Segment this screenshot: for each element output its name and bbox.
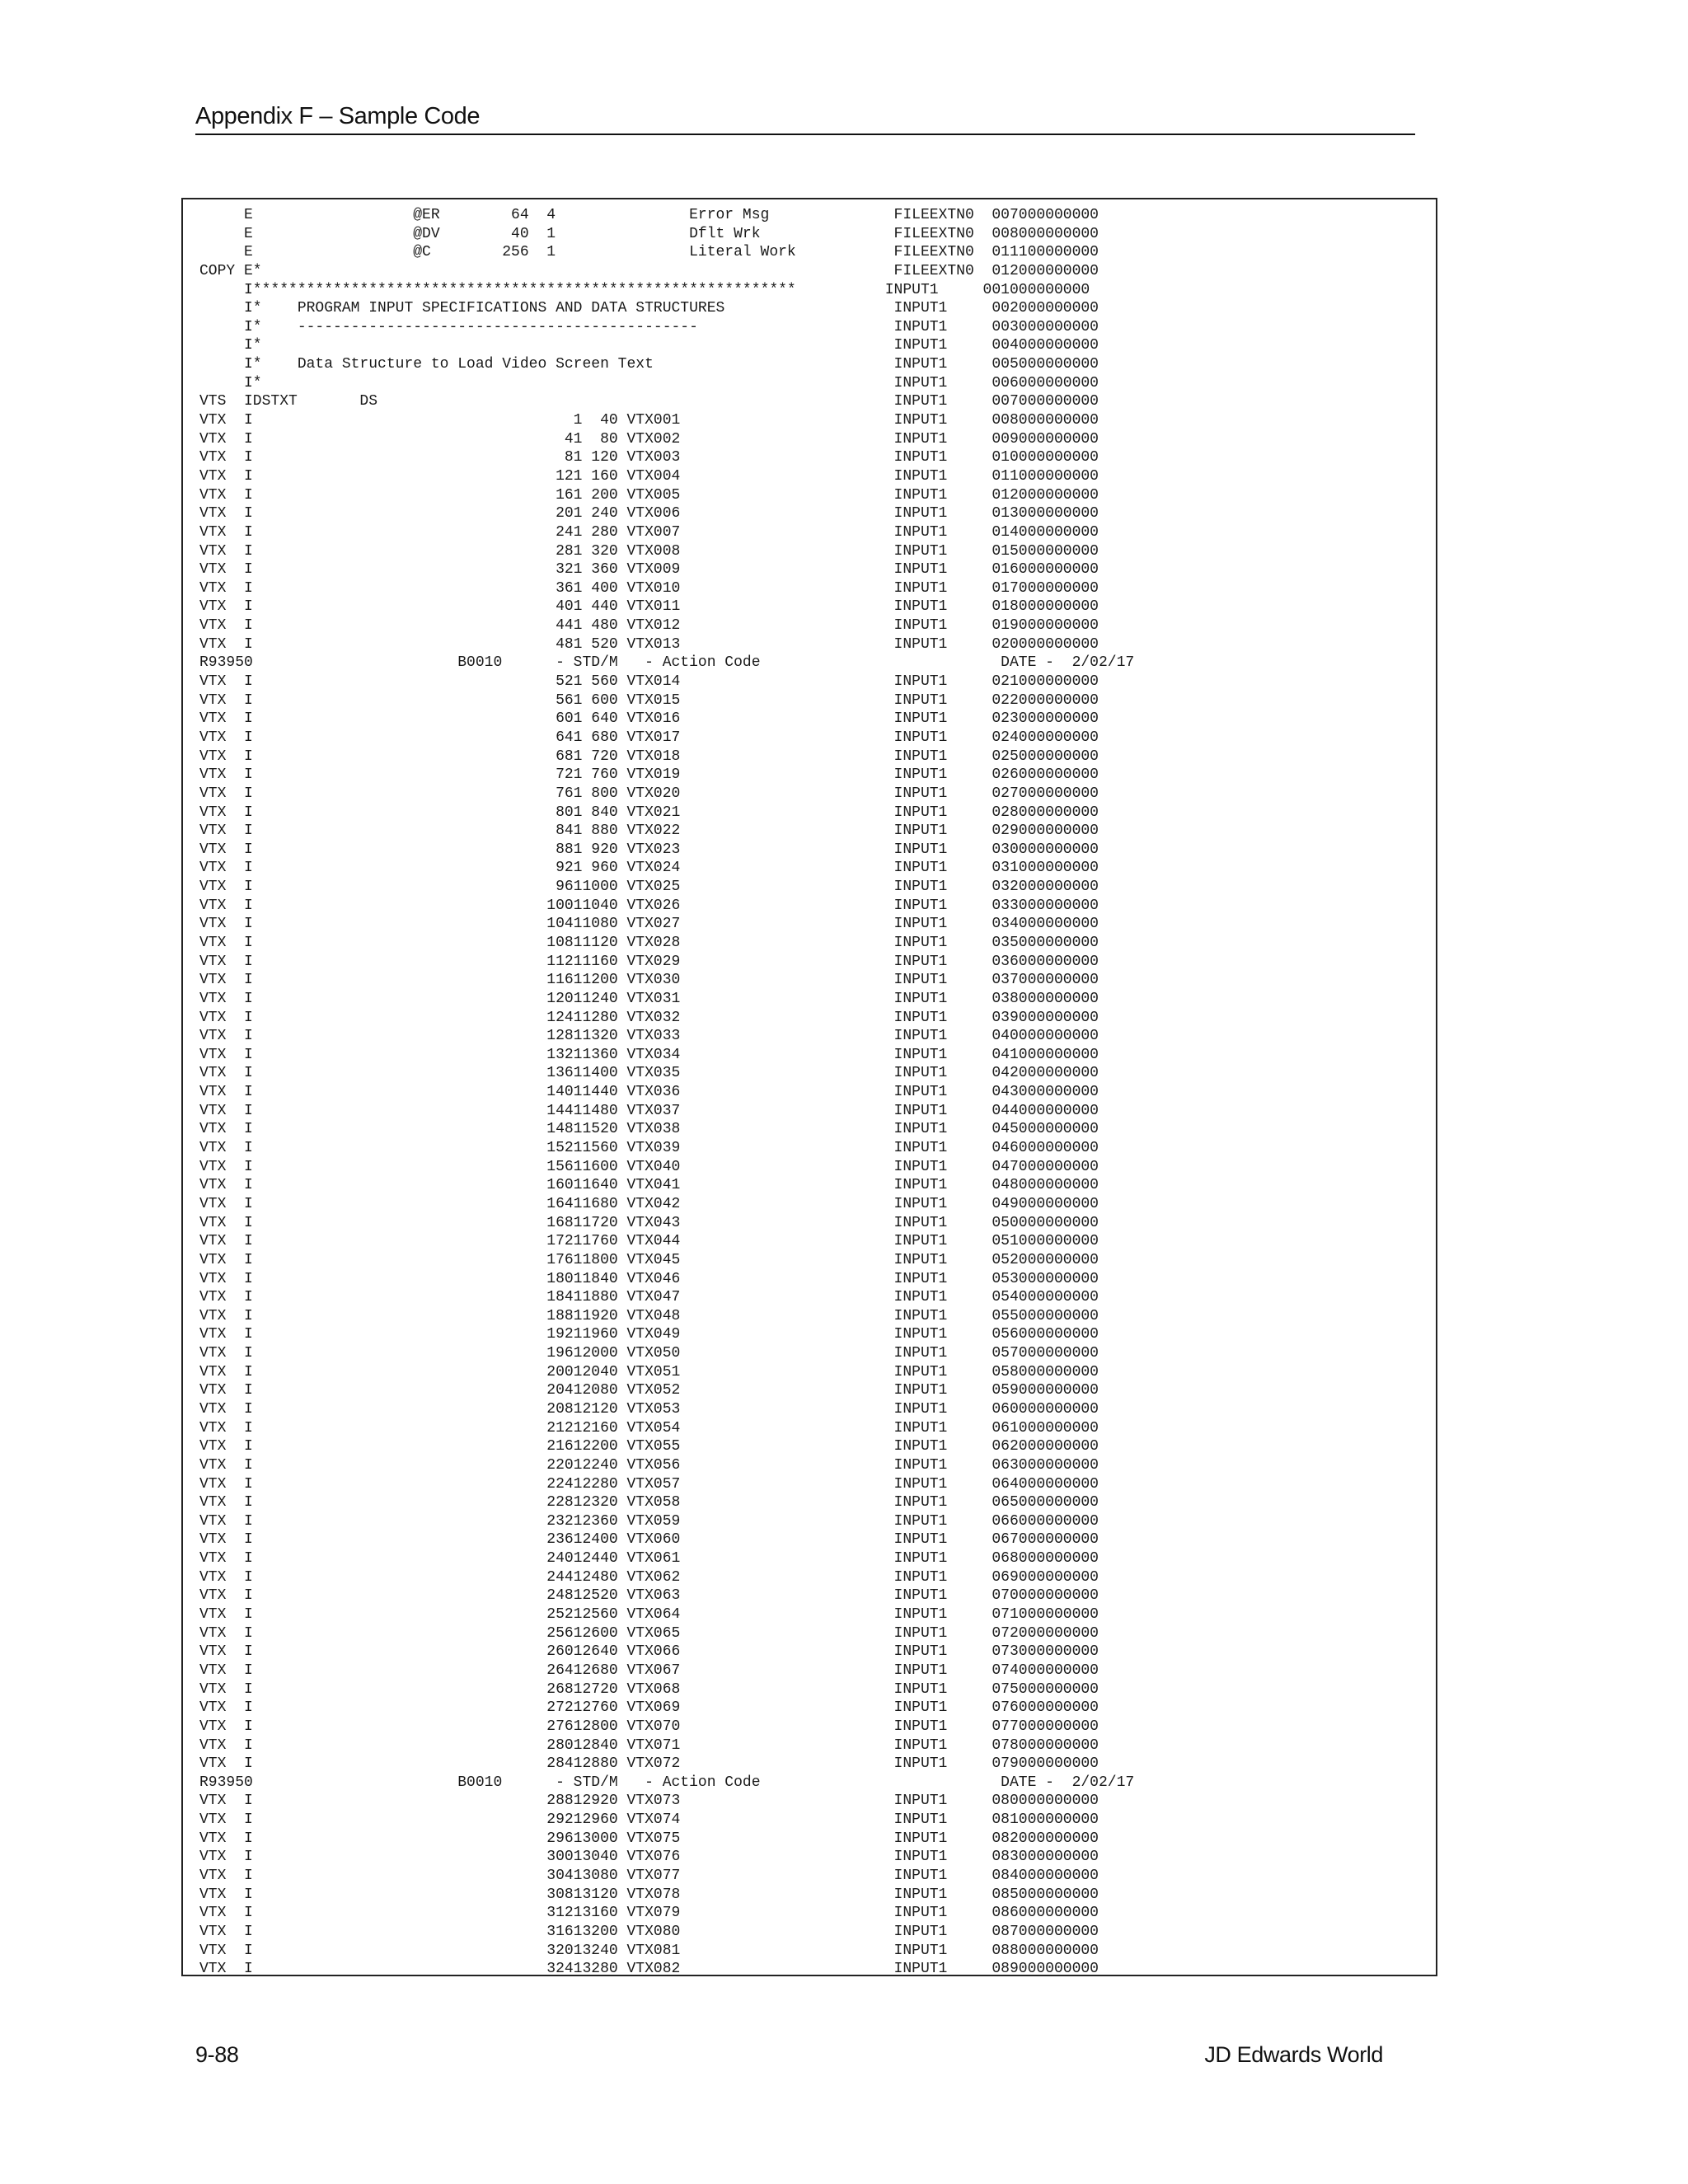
code-line: VTX I 20412080 VTX052 INPUT1 059000000000 [199,1382,1099,1399]
code-line: VTX I 241 280 VTX007 INPUT1 014000000000 [199,523,1099,541]
code-line: VTX I 14811520 VTX038 INPUT1 045000000000 [199,1121,1099,1138]
code-line: I* INPUT1 004000000000 [199,337,1099,354]
code-line: VTX I 24012440 VTX061 INPUT1 068000000000 [199,1550,1099,1568]
code-line: VTX I 32413280 VTX082 INPUT1 089000000000 [199,1961,1099,1978]
code-line: VTX I 12811320 VTX033 INPUT1 040000000000 [199,1028,1099,1045]
code-line: VTX I 12011240 VTX031 INPUT1 038000000000 [199,990,1099,1007]
code-line: I* Data Structure to Load Video Screen Text INPUT1 005000000000 [199,356,1099,373]
code-line: VTX I 121 160 VTX004 INPUT1 011000000000 [199,467,1099,485]
page-header [195,96,1415,135]
code-line: E @C 256 1 Literal Work FILEEXTN0 011100000000 [199,244,1099,261]
code-line: VTX I 24812520 VTX063 INPUT1 070000000000 [199,1587,1099,1605]
code-line: VTX I 18011840 VTX046 INPUT1 053000000000 [199,1270,1099,1287]
code-line: VTX I 12411280 VTX032 INPUT1 039000000000 [199,1009,1099,1026]
code-line: VTX I 22012240 VTX056 INPUT1 063000000000 [199,1456,1099,1474]
code-listing [181,198,1437,1976]
code-line: I* --------------------------------------------- INPUT1 003000000000 [199,318,1099,335]
code-line: VTX I 23212360 VTX059 INPUT1 066000000000 [199,1512,1099,1530]
code-line: VTX I 16011640 VTX041 INPUT1 048000000000 [199,1177,1099,1194]
code-line: VTX I 721 760 VTX019 INPUT1 026000000000 [199,766,1099,784]
publisher-name: JD Edwards World [1204,2042,1383,2067]
code-lines [199,206,1419,1979]
code-line: VTX I 561 600 VTX015 INPUT1 022000000000 [199,691,1099,709]
code-line: VTX I 881 920 VTX023 INPUT1 030000000000 [199,841,1099,858]
code-line: VTX I 641 680 VTX017 INPUT1 024000000000 [199,729,1099,746]
code-line: E @ER 64 4 Error Msg FILEEXTN0 007000000000 [199,207,1099,223]
code-line: VTX I 31213160 VTX079 INPUT1 086000000000 [199,1905,1099,1922]
code-line: VTX I 32013240 VTX081 INPUT1 088000000000 [199,1942,1099,1959]
code-line: VTX I 27612800 VTX070 INPUT1 077000000000 [199,1718,1099,1735]
code-line: VTX I 401 440 VTX011 INPUT1 018000000000 [199,598,1099,616]
code-line: VTX I 28012840 VTX071 INPUT1 078000000000 [199,1736,1099,1754]
code-line: VTX I 481 520 VTX013 INPUT1 020000000000 [199,635,1099,653]
code-line: VTX I 17611800 VTX045 INPUT1 052000000000 [199,1251,1099,1268]
code-line: VTX I 14011440 VTX036 INPUT1 043000000000 [199,1084,1099,1101]
code-line: VTX I 441 480 VTX012 INPUT1 019000000000 [199,617,1099,635]
code-line: VTS IDSTXT DS INPUT1 007000000000 [199,393,1099,410]
code-line: VTX I 681 720 VTX018 INPUT1 025000000000 [199,748,1099,765]
code-line: VTX I 11211160 VTX029 INPUT1 036000000000 [199,953,1099,970]
page-title: Appendix F – Sample Code [195,103,481,129]
code-line: VTX I 801 840 VTX021 INPUT1 028000000000 [199,804,1099,821]
code-line: VTX I 15211560 VTX039 INPUT1 046000000000 [199,1140,1099,1157]
code-line: VTX I 521 560 VTX014 INPUT1 021000000000 [199,673,1099,691]
code-line: VTX I 18411880 VTX047 INPUT1 054000000000 [199,1289,1099,1306]
code-line: VTX I 81 120 VTX003 INPUT1 010000000000 [199,449,1099,466]
code-line: VTX I 10811120 VTX028 INPUT1 035000000000 [199,934,1099,951]
code-line: VTX I 29212960 VTX074 INPUT1 081000000000 [199,1811,1099,1829]
code-line: E @DV 40 1 Dflt Wrk FILEEXTN0 008000000000 [199,225,1099,242]
code-line: VTX I 25612600 VTX065 INPUT1 072000000000 [199,1624,1099,1642]
code-line: VTX I 16811720 VTX043 INPUT1 050000000000 [199,1214,1099,1231]
code-line: R93950 B0010 - STD/M - Action Code DATE - 2/02/17 [199,654,1135,672]
code-line: VTX I 761 800 VTX020 INPUT1 027000000000 [199,785,1099,802]
code-line: VTX I 9611000 VTX025 INPUT1 032000000000 [199,879,1099,896]
code-line: VTX I 13211360 VTX034 INPUT1 041000000000 [199,1046,1099,1063]
code-line: VTX I 30813120 VTX078 INPUT1 085000000000 [199,1886,1099,1903]
page-number: 9-88 [195,2042,239,2067]
code-line: VTX I 26812720 VTX068 INPUT1 075000000000 [199,1680,1099,1698]
code-line: I* PROGRAM INPUT SPECIFICATIONS AND DATA STRUCTURES INPUT1 002000000000 [199,300,1099,317]
code-line: VTX I 22812320 VTX058 INPUT1 065000000000 [199,1494,1099,1511]
code-line: VTX I 841 880 VTX022 INPUT1 029000000000 [199,823,1099,840]
code-line: VTX I 41 80 VTX002 INPUT1 009000000000 [199,430,1099,448]
code-line: VTX I 26412680 VTX067 INPUT1 074000000000 [199,1661,1099,1679]
code-line: VTX I 281 320 VTX008 INPUT1 015000000000 [199,542,1099,560]
code-line: VTX I 19211960 VTX049 INPUT1 056000000000 [199,1326,1099,1343]
code-line: VTX I 11611200 VTX030 INPUT1 037000000000 [199,972,1099,989]
code-line: VTX I 10411080 VTX027 INPUT1 034000000000 [199,916,1099,933]
code-line: VTX I 28412880 VTX072 INPUT1 079000000000 [199,1755,1099,1773]
code-line: VTX I 161 200 VTX005 INPUT1 012000000000 [199,486,1099,504]
code-line: VTX I 22412280 VTX057 INPUT1 064000000000 [199,1475,1099,1493]
code-line: COPY E* FILEEXTN0 012000000000 [199,262,1099,279]
code-line: VTX I 921 960 VTX024 INPUT1 031000000000 [199,860,1099,877]
code-line: VTX I 30413080 VTX077 INPUT1 084000000000 [199,1868,1099,1885]
code-line: R93950 B0010 - STD/M - Action Code DATE - 2/02/17 [199,1774,1135,1791]
code-line: VTX I 27212760 VTX069 INPUT1 076000000000 [199,1699,1099,1717]
code-line: VTX I 601 640 VTX016 INPUT1 023000000000 [199,710,1099,728]
code-line: I* INPUT1 006000000000 [199,374,1099,391]
code-line: VTX I 25212560 VTX064 INPUT1 071000000000 [199,1606,1099,1624]
code-line: VTX I 13611400 VTX035 INPUT1 042000000000 [199,1065,1099,1082]
code-line: VTX I 201 240 VTX006 INPUT1 013000000000 [199,505,1099,523]
code-line: VTX I 29613000 VTX075 INPUT1 082000000000 [199,1830,1099,1847]
code-line: VTX I 21212160 VTX054 INPUT1 061000000000 [199,1419,1099,1436]
code-line: I************************************************************* INPUT1 001000000000 [199,281,1090,298]
code-line: VTX I 14411480 VTX037 INPUT1 044000000000 [199,1102,1099,1119]
code-line: VTX I 1 40 VTX001 INPUT1 008000000000 [199,412,1099,429]
code-line: VTX I 17211760 VTX044 INPUT1 051000000000 [199,1233,1099,1250]
code-line: VTX I 24412480 VTX062 INPUT1 069000000000 [199,1568,1099,1586]
code-line: VTX I 16411680 VTX042 INPUT1 049000000000 [199,1195,1099,1212]
code-line: VTX I 10011040 VTX026 INPUT1 033000000000 [199,897,1099,914]
code-line: VTX I 15611600 VTX040 INPUT1 047000000000 [199,1158,1099,1175]
code-line: VTX I 30013040 VTX076 INPUT1 083000000000 [199,1849,1099,1866]
code-line: VTX I 18811920 VTX048 INPUT1 055000000000 [199,1307,1099,1324]
code-line: VTX I 21612200 VTX055 INPUT1 062000000000 [199,1438,1099,1455]
code-line: VTX I 361 400 VTX010 INPUT1 017000000000 [199,579,1099,597]
code-line: VTX I 20812120 VTX053 INPUT1 060000000000 [199,1401,1099,1418]
code-line: VTX I 28812920 VTX073 INPUT1 080000000000 [199,1793,1099,1810]
code-line: VTX I 20012040 VTX051 INPUT1 058000000000 [199,1363,1099,1380]
code-line: VTX I 19612000 VTX050 INPUT1 057000000000 [199,1345,1099,1362]
code-line: VTX I 31613200 VTX080 INPUT1 087000000000 [199,1923,1099,1940]
code-line: VTX I 23612400 VTX060 INPUT1 067000000000 [199,1531,1099,1549]
code-line: VTX I 26012640 VTX066 INPUT1 073000000000 [199,1643,1099,1661]
code-line: VTX I 321 360 VTX009 INPUT1 016000000000 [199,561,1099,579]
